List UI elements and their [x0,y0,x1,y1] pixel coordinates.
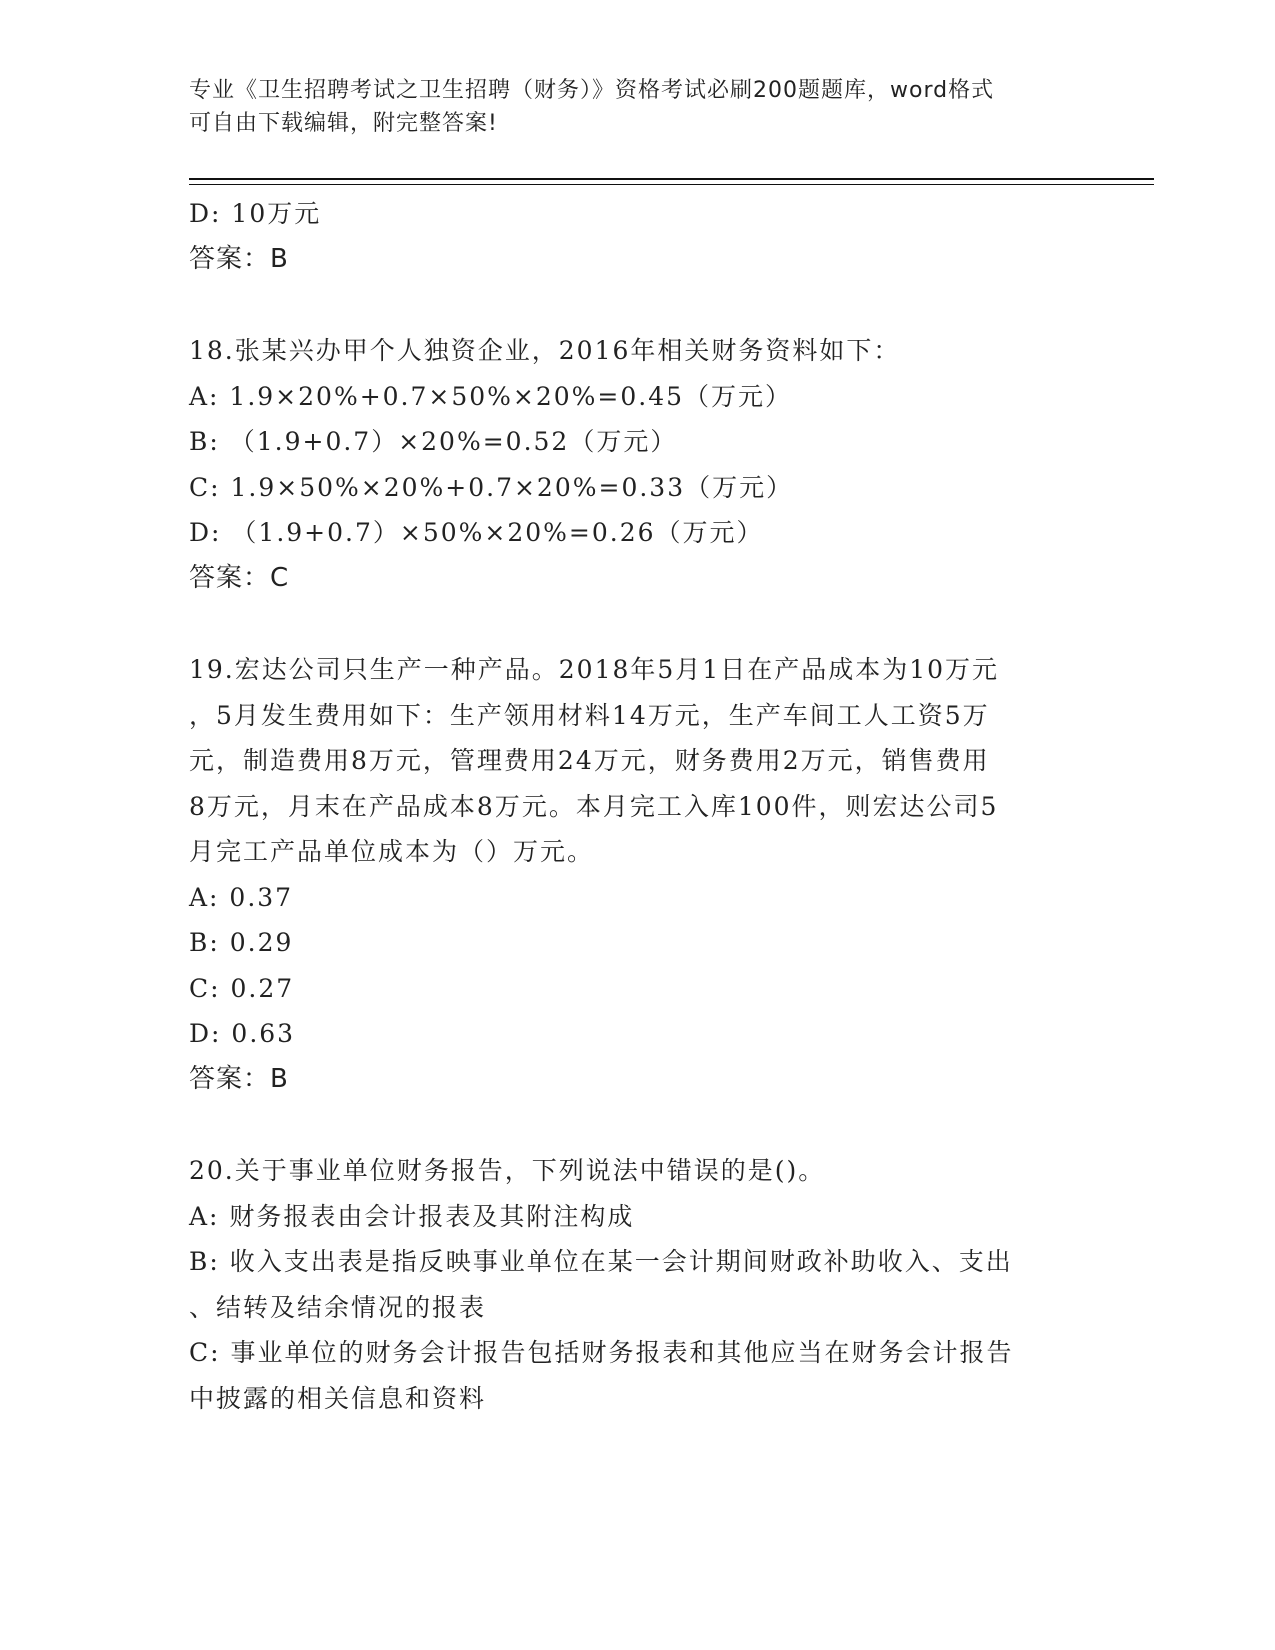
q18-answer: 答案：C [189,562,290,593]
header-title-line-2: 可自由下载编辑，附完整答案! [189,111,498,136]
header-title-line-1: 专业《卫生招聘考试之卫生招聘（财务）》资格考试必刷200题题库，word格式 [189,78,995,103]
q20-option-b-line-1: B: 收入支出表是指反映事业单位在某一会计期间财政补助收入、支出 [189,1247,1013,1276]
q19-stem-line-3: 元，制造费用8万元，管理费用24万元，财务费用2万元，销售费用 [189,746,990,775]
q17-answer: 答案：B [189,243,289,274]
q19-option-b: B: 0.29 [189,928,294,957]
spacer [189,1102,1079,1148]
header-divider-thick [189,178,1154,180]
q18-option-a: A: 1.9×20%+0.7×50%×20%=0.45（万元） [189,381,793,411]
header-divider-thin [189,184,1154,185]
q19-option-c: C: 0.27 [189,973,295,1003]
q19-option-d: D: 0.63 [189,1019,296,1048]
q17-option-d: D: 10万元 [189,199,322,228]
q18-option-b: B: （1.9+0.7）×20%=0.52（万元） [189,427,678,456]
q20-option-c-line-2: 中披露的相关信息和资料 [189,1383,487,1413]
q19-answer: 答案：B [189,1063,289,1094]
spacer [189,282,1079,328]
q19-stem-line-5: 月完工产品单位成本为（）万元。 [189,837,595,866]
question-content [189,191,1079,1421]
q19-stem-line-4: 8万元，月末在产品成本8万元。本月完工入库100件，则宏达公司5 [189,791,999,821]
q19-stem-line-2: ，5月发生费用如下：生产领用材料14万元，生产车间工人工资5万 [189,700,990,730]
q18-stem: 18.张某兴办甲个人独资企业，2016年相关财务资料如下： [189,336,901,365]
q18-option-d: D: （1.9+0.7）×50%×20%=0.26（万元） [189,518,764,547]
spacer [189,601,1079,647]
q20-stem: 20.关于事业单位财务报告，下列说法中错误的是()。 [189,1156,826,1185]
q20-option-c-line-1: C: 事业单位的财务会计报告包括财务报表和其他应当在财务会计报告 [189,1338,1014,1367]
q20-option-a: A: 财务报表由会计报表及其附注构成 [189,1201,635,1231]
q18-option-c: C: 1.9×50%×20%+0.7×20%=0.33（万元） [189,472,794,502]
q19-stem-line-1: 19.宏达公司只生产一种产品。2018年5月1日在产品成本为10万元 [189,655,1000,684]
q20-option-b-line-2: 、结转及结余情况的报表 [189,1292,487,1322]
q19-option-a: A: 0.37 [189,882,294,912]
page-header [189,74,1069,140]
